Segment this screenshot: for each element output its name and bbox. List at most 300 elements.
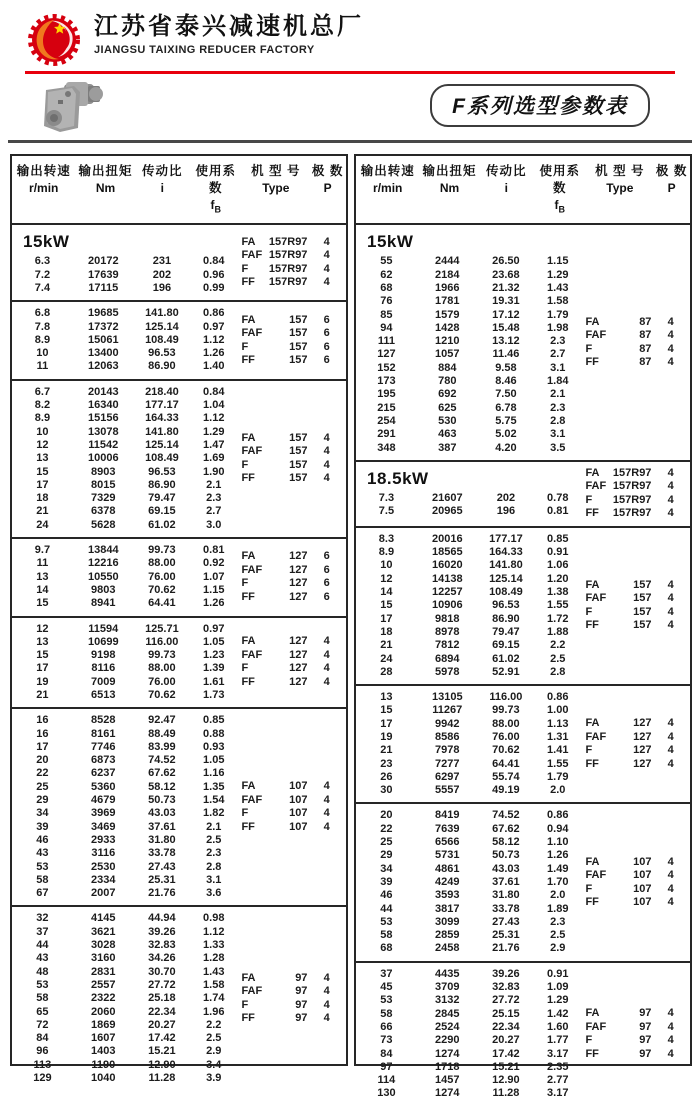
cell-service-factor: 1.61	[203, 675, 225, 688]
type-row	[581, 744, 690, 758]
cell-torque: 9818	[435, 612, 460, 625]
type-size: 157R97	[612, 507, 652, 520]
cell-speed: 7.3	[378, 491, 395, 504]
cell-speed: 85	[380, 308, 393, 321]
cell-torque: 2524	[435, 1020, 460, 1033]
cell-poles: 4	[667, 730, 674, 743]
cell-service-factor: 1.39	[203, 662, 225, 675]
type-row	[237, 662, 346, 676]
table-row	[12, 623, 237, 636]
cell-torque: 6513	[91, 689, 116, 701]
table-row	[12, 479, 237, 492]
type-prefix: F	[241, 807, 249, 820]
table-row	[356, 255, 581, 268]
table-row	[356, 731, 581, 744]
type-prefix: FF	[241, 590, 255, 603]
cell-ratio: 202	[152, 268, 172, 281]
cell-ratio: 27.72	[492, 994, 520, 1007]
cell-speed: 10	[36, 347, 49, 360]
cell-service-factor: 1.55	[547, 757, 569, 770]
cell-torque: 15156	[87, 412, 119, 425]
cell-service-factor: 1.74	[203, 992, 225, 1005]
rows-block	[356, 809, 581, 955]
cell-ratio: 23.68	[492, 268, 520, 281]
type-prefix: FF	[241, 820, 255, 833]
cell-torque: 6873	[91, 754, 116, 767]
type-size: 157	[633, 578, 652, 591]
cell-service-factor: 0.86	[203, 307, 225, 320]
cell-service-factor: 1.15	[203, 583, 225, 596]
type-size: 127	[289, 662, 308, 675]
cell-poles: 4	[323, 793, 330, 806]
cell-poles: 4	[667, 717, 674, 730]
table-section	[12, 225, 346, 300]
cell-service-factor: 2.5	[550, 929, 566, 942]
cell-poles: 4	[323, 1012, 330, 1025]
cell-torque: 1607	[91, 1032, 116, 1045]
cell-torque: 9198	[91, 649, 116, 662]
cell-type	[241, 1012, 307, 1026]
cell-service-factor: 1.12	[203, 925, 225, 938]
cell-speed: 10	[36, 425, 49, 438]
cell-torque: 4249	[435, 875, 460, 888]
cell-torque: 1966	[435, 281, 460, 294]
cell-torque: 2060	[91, 1005, 116, 1018]
cell-ratio: 88.00	[148, 557, 176, 570]
cell-speed: 55	[380, 255, 393, 268]
rows-block	[12, 544, 237, 610]
cell-ratio: 116.00	[145, 635, 179, 648]
rows-block	[356, 230, 581, 454]
cell-type	[241, 276, 307, 290]
col-poles: 极 数 P	[311, 164, 344, 195]
cell-type	[585, 1021, 651, 1035]
cell-poles: 4	[667, 896, 674, 909]
table-row	[356, 586, 581, 599]
type-row	[581, 343, 690, 357]
cell-torque: 7329	[91, 492, 116, 505]
cell-ratio: 88.49	[148, 727, 176, 740]
type-size: 127	[633, 730, 652, 743]
table-row	[356, 809, 581, 822]
table-row	[12, 992, 237, 1005]
cell-service-factor: 1.15	[547, 255, 569, 268]
cell-service-factor: 3.5	[550, 441, 566, 454]
table-row	[12, 412, 237, 425]
cell-service-factor: 1.90	[203, 465, 225, 478]
cell-service-factor: 1.54	[203, 794, 225, 807]
cell-ratio: 11.46	[492, 348, 520, 361]
cell-service-factor: 2.8	[550, 665, 566, 678]
type-prefix: FA	[241, 971, 256, 984]
type-row	[237, 445, 346, 459]
type-size: 127	[289, 675, 308, 688]
table-row	[356, 322, 581, 335]
cell-speed: 72	[36, 1018, 49, 1031]
cell-speed: 114	[377, 1074, 396, 1087]
table-row	[12, 571, 237, 584]
table-row	[356, 1074, 581, 1087]
table-section	[12, 537, 346, 615]
table-row	[356, 388, 581, 401]
cell-ratio: 7.50	[495, 388, 517, 401]
table-row	[356, 415, 581, 428]
cell-poles: 4	[667, 619, 674, 632]
type-prefix: F	[241, 458, 249, 471]
type-size: 107	[633, 882, 652, 895]
type-row	[237, 780, 346, 794]
cell-service-factor: 1.31	[547, 731, 569, 743]
cell-type	[241, 635, 307, 649]
cell-service-factor: 2.3	[550, 401, 566, 414]
cell-torque: 7812	[435, 639, 460, 652]
table-row	[12, 399, 237, 412]
cell-torque: 7277	[435, 757, 460, 770]
cell-speed: 12	[36, 622, 49, 635]
cell-torque: 3099	[435, 915, 460, 928]
rows-block	[356, 533, 581, 679]
cell-torque: 1190	[91, 1058, 116, 1071]
company-name-block	[94, 12, 364, 56]
cell-service-factor: 0.88	[203, 727, 225, 740]
cell-torque: 5731	[435, 849, 460, 862]
cell-ratio: 70.62	[148, 689, 176, 701]
table-row	[356, 704, 581, 717]
cell-service-factor: 1.26	[203, 597, 225, 610]
type-row	[237, 276, 346, 290]
rows-block	[12, 623, 237, 703]
cell-speed: 37	[380, 967, 393, 980]
cell-torque: 8419	[435, 809, 460, 822]
table-section	[356, 460, 690, 526]
cell-ratio: 231	[152, 255, 172, 268]
cell-type	[241, 249, 307, 263]
table-row	[12, 979, 237, 992]
cell-poles: 4	[667, 466, 674, 479]
type-row	[237, 807, 346, 821]
cell-ratio: 55.74	[492, 770, 520, 783]
cell-type	[241, 432, 307, 446]
cell-service-factor: 2.7	[550, 348, 566, 361]
table-row	[12, 874, 237, 887]
table-row	[356, 1048, 581, 1061]
cell-ratio: 61.02	[492, 652, 520, 665]
cell-service-factor: 3.6	[206, 887, 222, 900]
cell-poles: 6	[323, 354, 330, 367]
cell-service-factor: 1.42	[547, 1007, 569, 1020]
cell-type	[241, 472, 307, 486]
cell-ratio: 32.83	[492, 981, 520, 994]
cell-torque: 11267	[432, 704, 463, 717]
cell-ratio: 21.76	[492, 942, 520, 955]
cell-ratio: 15.48	[492, 321, 520, 334]
cell-speed: 24	[36, 518, 49, 531]
cell-torque: 12257	[431, 586, 463, 599]
table-row	[356, 1034, 581, 1047]
cell-service-factor: 1.20	[547, 572, 569, 585]
cell-service-factor: 1.13	[547, 717, 569, 730]
cell-speed: 18	[36, 492, 49, 505]
red-divider-rule	[25, 71, 675, 74]
type-prefix: FA	[585, 315, 600, 328]
type-size: 127	[289, 577, 308, 590]
type-size: 87	[639, 315, 652, 328]
type-prefix: FAF	[241, 249, 263, 262]
table-row	[356, 758, 581, 771]
type-row	[237, 341, 346, 355]
cell-poles: 4	[667, 855, 674, 868]
type-prefix: F	[585, 1034, 593, 1047]
type-size: 87	[639, 342, 652, 355]
cell-torque: 8528	[91, 714, 116, 727]
cell-torque: 2557	[91, 978, 116, 991]
cell-service-factor: 1.43	[547, 281, 569, 294]
table-section	[356, 526, 690, 684]
cell-poles: 4	[667, 882, 674, 895]
cell-speed: 17	[380, 612, 393, 625]
cell-torque: 1057	[435, 348, 460, 361]
cell-ratio: 125.71	[145, 622, 179, 635]
cell-service-factor: 1.41	[547, 744, 569, 757]
cell-torque: 12216	[87, 557, 119, 570]
cell-ratio: 19.31	[492, 295, 520, 308]
cell-ratio: 79.47	[148, 492, 176, 505]
cell-speed: 19	[380, 731, 393, 743]
cell-speed: 53	[36, 978, 49, 991]
cell-speed: 8.2	[34, 399, 51, 412]
table-row	[356, 784, 581, 797]
cell-torque: 14138	[431, 572, 463, 585]
table-row	[356, 559, 581, 572]
type-size: 157	[633, 605, 652, 618]
table-row	[12, 597, 237, 610]
cell-torque: 3817	[435, 902, 460, 915]
cell-type	[585, 480, 651, 494]
cell-ratio: 196	[152, 281, 172, 294]
cell-ratio: 74.52	[148, 754, 176, 767]
cell-torque: 3969	[91, 807, 116, 820]
cell-service-factor: 1.35	[203, 780, 225, 793]
cell-speed: 8.3	[378, 532, 395, 545]
type-list	[581, 230, 690, 454]
cell-ratio: 164.33	[489, 546, 523, 559]
type-list	[581, 968, 690, 1101]
type-row	[237, 263, 346, 277]
cell-torque: 1274	[435, 1047, 460, 1060]
cell-ratio: 17.42	[148, 1032, 176, 1045]
cell-torque: 17372	[87, 320, 119, 333]
type-row	[581, 1048, 690, 1062]
type-row	[237, 327, 346, 341]
cell-torque: 1210	[435, 335, 460, 348]
table-row	[356, 968, 581, 981]
cell-service-factor: 1.10	[547, 836, 569, 849]
cell-speed: 111	[377, 335, 395, 348]
cell-service-factor: 2.0	[550, 889, 566, 902]
power-rating-heading: 15kW	[23, 232, 70, 252]
cell-speed: 44	[36, 939, 49, 952]
cell-ratio: 52.91	[492, 665, 520, 678]
cell-torque: 8941	[91, 597, 116, 610]
cell-torque: 2845	[435, 1007, 460, 1020]
company-name-chinese: 江苏省泰兴减速机总厂	[94, 13, 364, 40]
table-row	[12, 754, 237, 767]
type-row	[237, 314, 346, 328]
cell-service-factor: 1.88	[547, 625, 569, 638]
col-poles: 极 数 P	[655, 164, 688, 195]
cell-service-factor: 1.00	[547, 704, 569, 717]
cell-type	[241, 794, 307, 808]
cell-speed: 58	[36, 873, 49, 886]
cell-service-factor: 2.0	[550, 784, 566, 797]
cell-torque: 13078	[87, 425, 119, 438]
cell-poles: 4	[323, 249, 330, 262]
cell-service-factor: 1.47	[203, 438, 225, 451]
cell-poles: 4	[667, 315, 674, 328]
cell-torque: 20965	[431, 505, 463, 518]
cell-service-factor: 2.9	[550, 942, 566, 955]
cell-service-factor: 0.92	[203, 557, 225, 570]
cell-speed: 152	[377, 361, 396, 374]
type-list	[237, 912, 346, 1085]
cell-type	[241, 821, 307, 835]
type-row	[581, 329, 690, 343]
cell-torque: 6894	[435, 652, 460, 665]
cell-poles: 4	[323, 985, 330, 998]
table-section	[356, 684, 690, 802]
table-row	[12, 544, 237, 557]
cell-torque: 11542	[88, 438, 119, 451]
type-row	[581, 507, 690, 521]
cell-poles: 4	[323, 807, 330, 820]
cell-poles: 4	[323, 276, 330, 289]
cell-speed: 43	[36, 952, 49, 965]
cell-speed: 14	[36, 583, 49, 596]
cell-speed: 29	[36, 794, 49, 807]
cell-ratio: 33.78	[492, 902, 520, 915]
type-size: 107	[633, 896, 652, 909]
table-row	[356, 903, 581, 916]
cell-ratio: 22.34	[148, 1005, 176, 1018]
cell-torque: 3709	[435, 981, 460, 994]
cell-torque: 20143	[87, 385, 119, 398]
type-prefix: FF	[585, 619, 599, 632]
cell-poles: 4	[667, 578, 674, 591]
table-row	[12, 821, 237, 834]
cell-ratio: 218.40	[145, 385, 179, 398]
cell-poles: 4	[667, 493, 674, 506]
rows-block	[12, 386, 237, 532]
cell-type	[241, 577, 307, 591]
type-size: 157R97	[612, 466, 652, 479]
cell-service-factor: 0.81	[203, 544, 225, 557]
left-table-header	[12, 156, 346, 225]
cell-service-factor: 1.04	[203, 399, 225, 412]
cell-poles: 4	[323, 262, 330, 275]
cell-speed: 11	[36, 557, 49, 570]
type-row	[581, 1034, 690, 1048]
type-row	[237, 550, 346, 564]
type-row	[581, 494, 690, 508]
table-row	[356, 613, 581, 626]
cell-ratio: 5.75	[495, 414, 517, 427]
cell-type	[241, 649, 307, 663]
cell-speed: 62	[380, 268, 393, 281]
cell-torque: 2007	[91, 887, 116, 900]
cell-poles: 4	[667, 605, 674, 618]
type-row	[581, 316, 690, 330]
cell-ratio: 88.00	[148, 662, 176, 675]
cell-ratio: 64.41	[492, 757, 520, 770]
cell-poles: 6	[323, 590, 330, 603]
cell-speed: 68	[380, 281, 393, 294]
table-section	[356, 802, 690, 960]
cell-poles: 4	[667, 507, 674, 520]
type-prefix: F	[241, 577, 249, 590]
cell-service-factor: 0.93	[203, 740, 225, 753]
cell-speed: 21	[36, 689, 49, 701]
table-row	[356, 916, 581, 929]
cell-torque: 2334	[91, 873, 116, 886]
cell-ratio: 177.17	[145, 399, 179, 412]
cell-type	[585, 717, 651, 731]
table-row	[12, 966, 237, 979]
cell-service-factor: 2.3	[206, 847, 222, 860]
type-size: 127	[289, 635, 308, 648]
cell-ratio: 17.12	[492, 308, 520, 321]
cell-torque: 387	[438, 441, 457, 454]
type-row	[581, 619, 690, 633]
left-parameter-table	[10, 154, 348, 1085]
table-row	[12, 360, 237, 373]
type-prefix: FAF	[241, 985, 263, 998]
type-list	[237, 386, 346, 532]
type-size: 157R97	[268, 249, 308, 262]
cell-speed: 12	[36, 438, 49, 451]
cell-service-factor: 1.12	[203, 333, 225, 346]
rows-block	[12, 307, 237, 373]
cell-speed: 348	[377, 441, 396, 454]
cell-speed: 84	[36, 1032, 49, 1045]
type-size: 107	[289, 793, 308, 806]
cell-service-factor: 0.84	[203, 255, 225, 268]
cell-torque: 17639	[87, 268, 119, 281]
cell-ratio: 79.47	[492, 625, 520, 638]
cell-torque: 1718	[435, 1060, 460, 1073]
cell-service-factor: 0.97	[203, 622, 225, 635]
cell-type	[585, 356, 651, 370]
type-prefix: FAF	[241, 327, 263, 340]
cell-service-factor: 0.81	[547, 505, 569, 518]
cell-speed: 13	[36, 570, 49, 583]
cell-torque: 7009	[91, 675, 116, 688]
table-row	[356, 546, 581, 559]
cell-service-factor: 1.82	[203, 807, 225, 820]
cell-torque: 3621	[91, 925, 116, 938]
cell-speed: 14	[380, 586, 393, 599]
type-size: 157	[289, 472, 308, 485]
cell-service-factor: 0.86	[547, 691, 569, 704]
cell-service-factor: 1.06	[547, 559, 569, 572]
type-prefix: FAF	[585, 1020, 607, 1033]
cell-type	[241, 236, 307, 250]
cell-ratio: 34.26	[148, 952, 176, 965]
type-prefix: FAF	[585, 869, 607, 882]
cell-speed: 21	[36, 505, 49, 518]
cell-ratio: 125.14	[489, 572, 523, 585]
cell-service-factor: 1.98	[547, 321, 569, 334]
cell-torque: 9942	[435, 717, 460, 730]
